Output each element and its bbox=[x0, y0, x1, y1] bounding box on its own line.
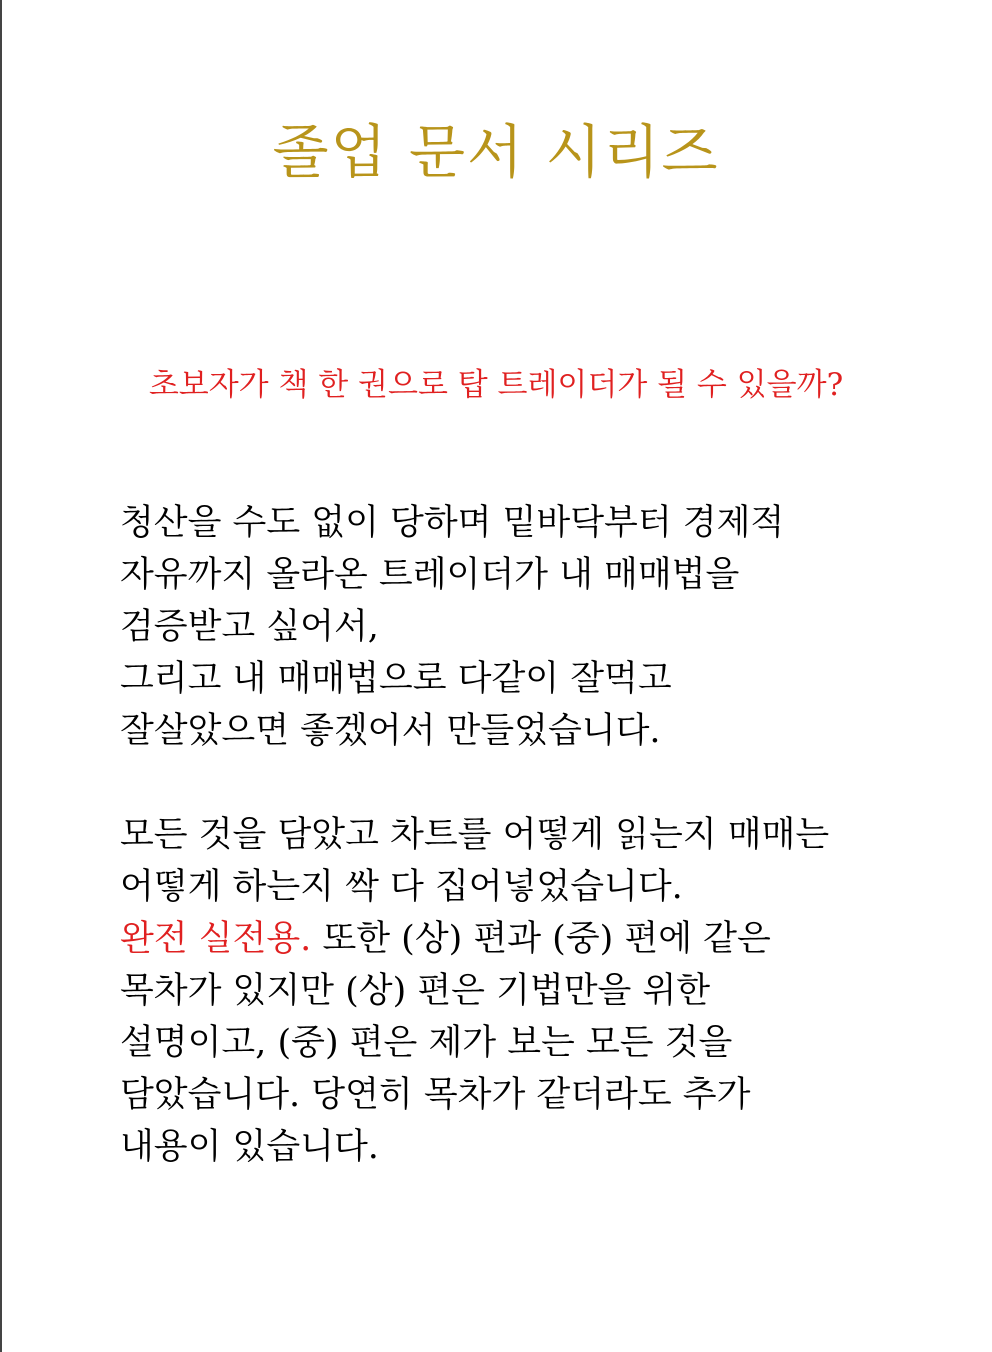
paragraph2-line-with-highlight bbox=[120, 913, 960, 965]
document-subtitle: 초보자가 책 한 권으로 탑 트레이더가 될 수 있을까? bbox=[148, 367, 844, 403]
paragraph1-line: 청산을 수도 없이 당하며 밑바닥부터 경제적 bbox=[120, 503, 785, 543]
highlight-text: 완전 실전용. bbox=[120, 919, 312, 959]
paragraph1-line: 그리고 내 매매법으로 다같이 잘먹고 bbox=[120, 659, 672, 699]
paragraph2-line: 내용이 있습니다. bbox=[120, 1127, 379, 1167]
paragraph1-line: 자유까지 올라온 트레이더가 내 매매법을 bbox=[120, 555, 740, 595]
paragraph2-line: 담았습니다. 당연히 목차가 같더라도 추가 bbox=[120, 1075, 751, 1115]
paragraph1-line: 잘살았으면 좋겠어서 만들었습니다. bbox=[120, 711, 661, 751]
paragraph2-line: 어떻게 하는지 싹 다 집어넣었습니다. bbox=[120, 867, 683, 907]
paragraph2-line-rest: 또한 (상) 편과 (중) 편에 같은 bbox=[311, 919, 771, 959]
paragraph1-line: 검증받고 싶어서, bbox=[120, 607, 379, 647]
paragraph2-line: 설명이고, (중) 편은 제가 보는 모든 것을 bbox=[120, 1023, 733, 1063]
document-title: 졸업 문서 시리즈 bbox=[272, 118, 720, 186]
paragraph2-line: 목차가 있지만 (상) 편은 기법만을 위한 bbox=[120, 971, 711, 1011]
paragraph-spacer bbox=[120, 757, 960, 809]
body-text bbox=[120, 497, 960, 1173]
paragraph2-line: 모든 것을 담았고 차트를 어떻게 읽는지 매매는 bbox=[120, 815, 830, 855]
